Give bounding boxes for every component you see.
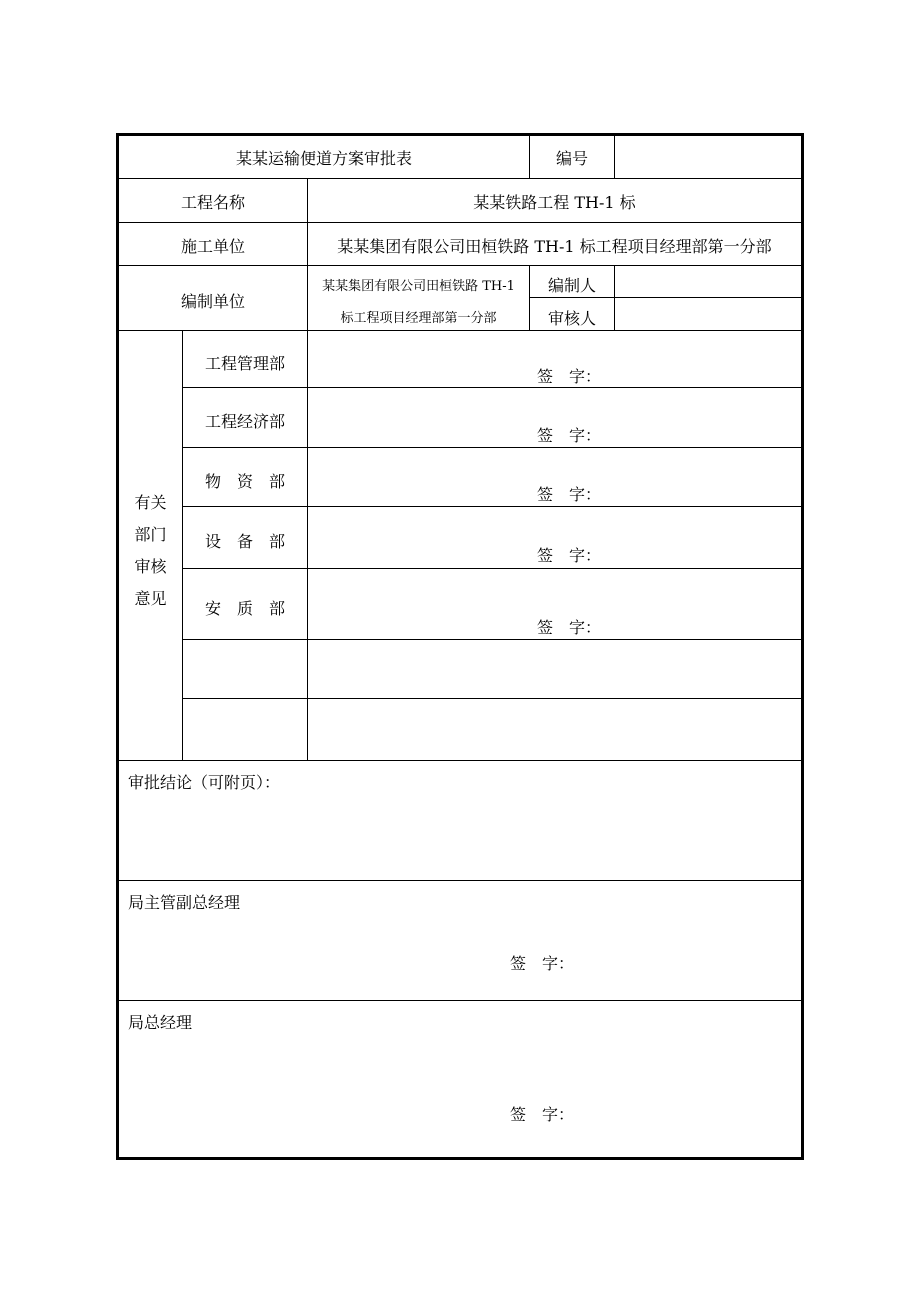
signature-label: 签 字：: [510, 1105, 575, 1124]
form-title: 某某运输便道方案审批表: [235, 149, 412, 168]
signature-label: 签 字：: [537, 485, 602, 504]
row-divider: [119, 265, 801, 266]
dept-opinion-label: 有关: [134, 493, 167, 512]
signature-label: 签 字：: [537, 618, 602, 637]
row-divider: [119, 1000, 801, 1001]
dept-opinion-label: 审核: [134, 557, 167, 576]
dept-opinion-label: 部门: [134, 525, 167, 544]
compiler-label: 编制人: [547, 276, 596, 295]
row-divider: [119, 178, 801, 179]
row-divider: [182, 447, 801, 448]
number-label: 编号: [555, 149, 588, 168]
department-name: 物 资 部: [204, 472, 285, 491]
compiling-unit-label: 编制单位: [180, 292, 245, 311]
department-name: 设 备 部: [204, 532, 285, 551]
compiling-unit-value: 标工程项目经理部第一分部: [340, 311, 497, 326]
row-divider: [182, 568, 801, 569]
approval-conclusion-label: 审批结论（可附页）：: [128, 773, 281, 792]
approval-form: [116, 133, 804, 1160]
project-name-value: 某某铁路工程 TH-1 标: [473, 193, 636, 212]
row-divider: [182, 387, 801, 388]
gm-label: 局总经理: [128, 1013, 193, 1032]
row-divider: [182, 698, 801, 699]
deputy-gm-label: 局主管副总经理: [128, 893, 241, 912]
construction-unit-value: 某某集团有限公司田桓铁路 TH-1 标工程项目经理部第一分部: [337, 237, 772, 256]
construction-unit-label: 施工单位: [180, 237, 245, 256]
row-divider: [182, 506, 801, 507]
reviewer-label: 审核人: [547, 309, 596, 328]
signature-label: 签 字：: [537, 426, 602, 445]
signature-label: 签 字：: [537, 546, 602, 565]
row-divider: [119, 330, 801, 331]
department-name: 工程管理部: [204, 354, 285, 373]
col-divider: [614, 265, 615, 331]
dept-opinion-label: 意见: [134, 589, 167, 608]
signature-label: 签 字：: [510, 954, 575, 973]
row-divider: [119, 880, 801, 881]
row-divider: [530, 297, 801, 298]
department-name: 工程经济部: [204, 412, 285, 431]
row-divider: [119, 222, 801, 223]
project-name-label: 工程名称: [180, 193, 245, 212]
col-divider: [307, 178, 308, 761]
department-name: 安 质 部: [204, 599, 285, 618]
col-divider: [614, 136, 615, 179]
row-divider: [182, 639, 801, 640]
compiling-unit-value: 某某集团有限公司田桓铁路 TH-1: [322, 279, 515, 294]
row-divider: [119, 760, 801, 761]
signature-label: 签 字：: [537, 367, 602, 386]
